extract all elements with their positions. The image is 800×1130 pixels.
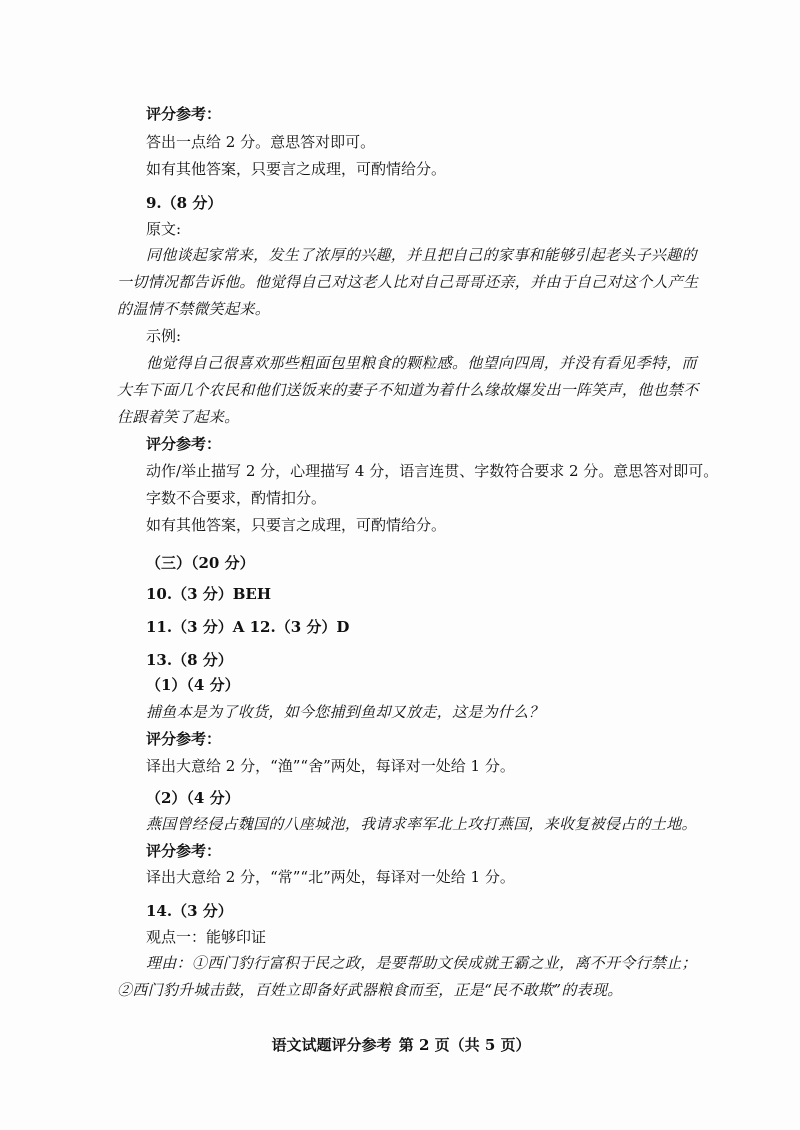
- section-heading: （三）（20 分）: [146, 554, 255, 572]
- page-footer: [0, 1034, 800, 1055]
- footer-page-number: 第 2 页（共 5 页）: [398, 1036, 531, 1054]
- scoring-line: 答出一点给 2 分。意思答对即可。: [146, 133, 376, 151]
- answer-11-12: 11.（3 分）A 12.（3 分）D: [146, 618, 350, 636]
- scoring-line: 如有其他答案，只要言之成理，可酌情给分。: [146, 516, 447, 534]
- example-text-line: 他觉得自己很喜欢那些粗面包里粮食的颗粒感。他望向四周，并没有看见季特，而: [146, 354, 697, 372]
- scoring-line: 动作/举止描写 2 分，心理描写 4 分，语言连贯、字数符合要求 2 分。意思答对即可。: [146, 462, 719, 480]
- translation-answer: 燕国曾经侵占魏国的八座城池，我请求率军北上攻打燕国，来收复被侵占的土地。: [146, 815, 697, 833]
- scoring-line: 译出大意给 2 分，“常”“北”两处，每译对一处给 1 分。: [146, 868, 515, 886]
- scoring-heading: 评分参考：: [146, 435, 222, 453]
- question-number-14: 14.（3 分）: [146, 902, 233, 920]
- scoring-line: 如有其他答案，只要言之成理，可酌情给分。: [146, 160, 447, 178]
- original-label: 原文:: [146, 220, 182, 238]
- footer-title: 语文试题评分参考: [271, 1036, 392, 1054]
- example-text-line: 大车下面几个农民和他们送饭来的妻子不知道为着什么缘故爆发出一阵笑声，他也禁不: [117, 381, 699, 399]
- scoring-heading: 评分参考：: [146, 730, 222, 748]
- example-label: 示例:: [146, 327, 182, 345]
- reason-line: 理由：①西门豹行富积于民之政，是要帮助文侯成就王霸之业，离不开令行禁止；: [146, 954, 697, 972]
- subquestion-label: （1）（4 分）: [146, 676, 240, 694]
- example-text-line: 住跟着笑了起来。: [117, 408, 240, 426]
- scoring-heading: 评分参考：: [146, 105, 222, 123]
- scoring-heading: 评分参考：: [146, 842, 222, 860]
- answer-10: 10.（3 分）BEH: [146, 585, 272, 603]
- original-text-line: 的温情不禁微笑起来。: [117, 300, 271, 318]
- original-text-line: 一切情况都告诉他。他觉得自己对这老人比对自己哥哥还亲，并由于自己对这个人产生: [117, 273, 699, 291]
- reason-line: ②西门豹升城击鼓，百姓立即备好武器粮食而至，正是“民不敢欺”的表现。: [117, 981, 623, 999]
- subquestion-label: （2）（4 分）: [146, 789, 240, 807]
- scoring-line: 译出大意给 2 分，“渔”“舍”两处，每译对一处给 1 分。: [146, 757, 515, 775]
- viewpoint-line: 观点一：能够印证: [146, 928, 267, 946]
- question-number-9: 9.（8 分）: [146, 194, 223, 212]
- original-text-line: 同他谈起家常来，发生了浓厚的兴趣，并且把自己的家事和能够引起老头子兴趣的: [146, 246, 697, 264]
- scoring-line: 字数不合要求，酌情扣分。: [146, 489, 327, 507]
- question-number-13: 13.（8 分）: [146, 651, 233, 669]
- translation-answer: 捕鱼本是为了收货，如今您捕到鱼却又放走，这是为什么？: [146, 703, 544, 721]
